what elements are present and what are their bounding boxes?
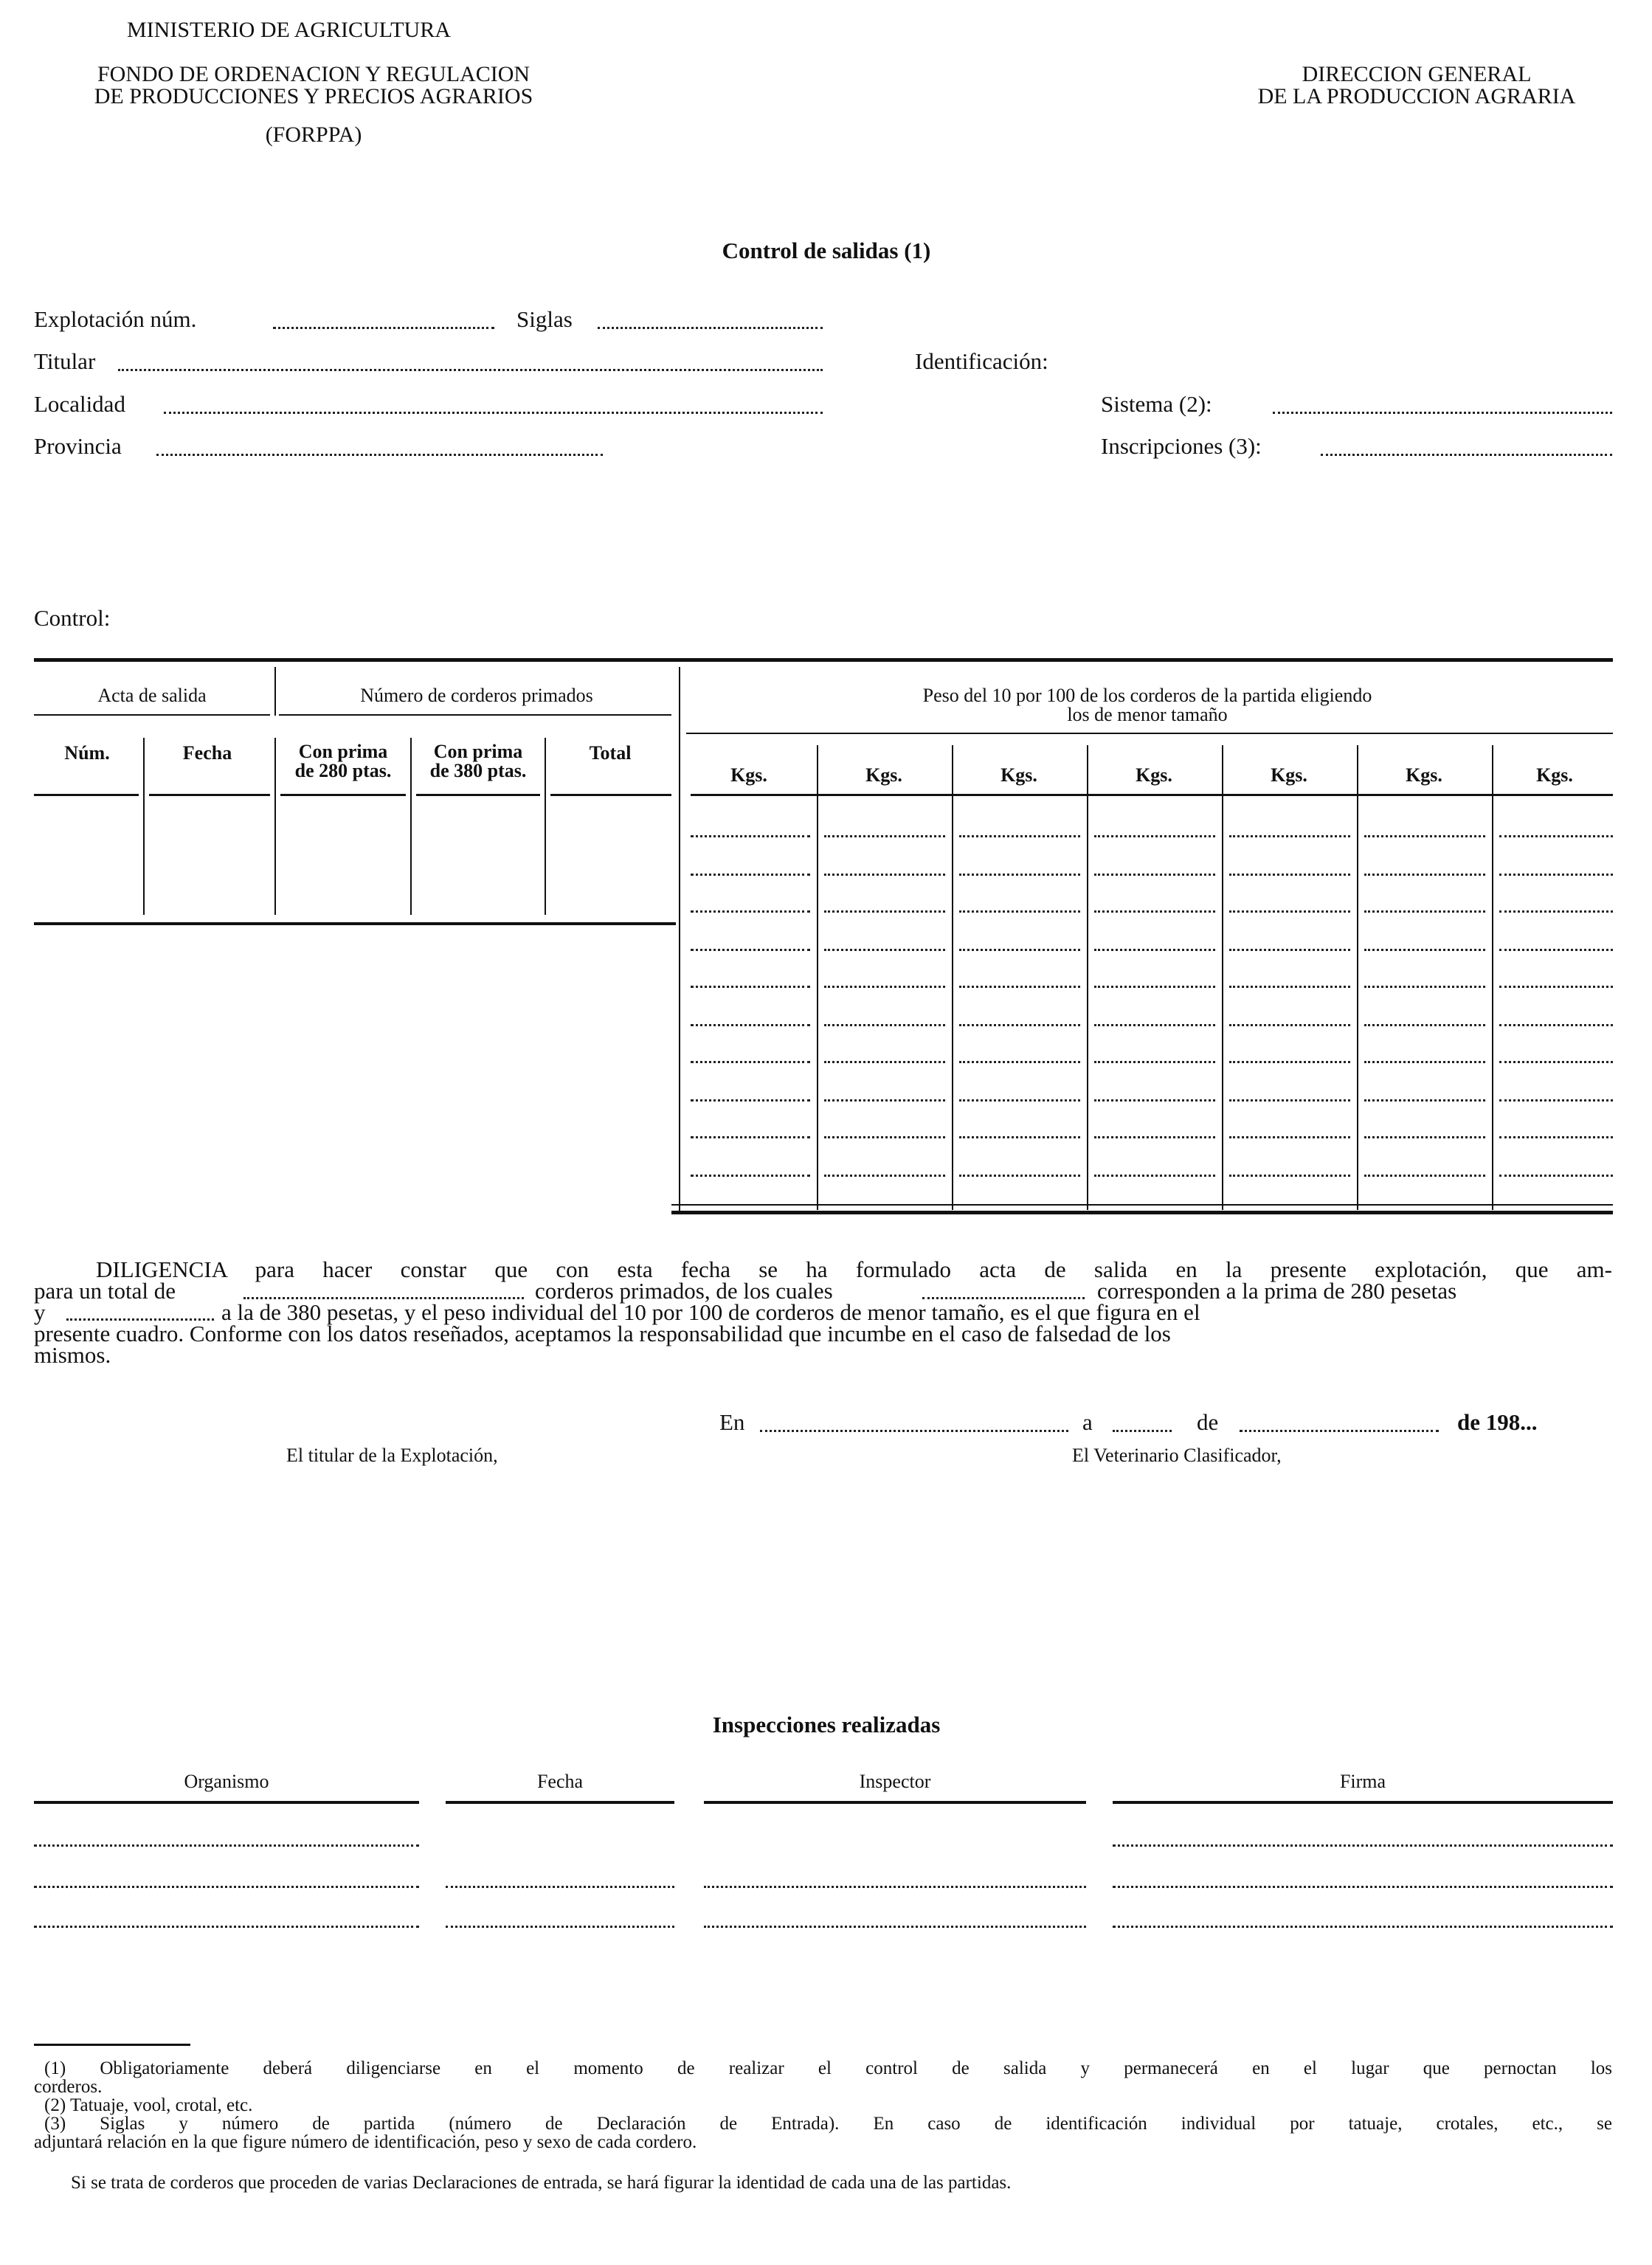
page-title: Control de salidas (1) <box>722 238 931 263</box>
prima-380-line-1: Con prima <box>433 741 523 762</box>
firma-column-header: Firma <box>1339 1771 1386 1792</box>
kgs-entry-r1-c1[interactable] <box>691 835 810 837</box>
kgs-entry-r7-c7[interactable] <box>1499 1061 1613 1063</box>
firma-input-1[interactable] <box>1113 1844 1613 1847</box>
prima-280-line-2: de 280 ptas. <box>294 760 392 781</box>
date-day-input[interactable] <box>1113 1430 1172 1432</box>
kgs-entry-r7-c5[interactable] <box>1229 1061 1350 1063</box>
firma-input-2[interactable] <box>1113 1886 1613 1888</box>
kgs-entry-r2-c5[interactable] <box>1229 874 1350 876</box>
prima-380-column-header <box>413 742 543 781</box>
organismo-input-1[interactable] <box>34 1844 419 1847</box>
kgs-entry-r2-c7[interactable] <box>1499 874 1613 876</box>
kgs-entry-r3-c3[interactable] <box>959 910 1080 913</box>
footnote-2: (2) Tatuaje, vool, crotal, etc. <box>44 2095 253 2115</box>
kgs-entry-r8-c4[interactable] <box>1094 1099 1215 1102</box>
fecha-inspeccion-input-3[interactable] <box>446 1926 674 1928</box>
footnote-separator <box>34 2044 190 2046</box>
kgs-entry-r1-c4[interactable] <box>1094 835 1215 837</box>
kgs-entry-r8-c7[interactable] <box>1499 1099 1613 1102</box>
kgs-entry-r9-c2[interactable] <box>824 1136 945 1138</box>
kgs-entry-r9-c4[interactable] <box>1094 1136 1215 1138</box>
kgs-entry-r6-c1[interactable] <box>691 1024 810 1026</box>
kgs-entry-r7-c2[interactable] <box>824 1061 945 1063</box>
peso-header-line-1: Peso del 10 por 100 de los corderos de la partida eligiendo <box>922 685 1372 706</box>
veterinario-signature-label: El Veterinario Clasificador, <box>1072 1445 1282 1466</box>
kgs-entry-r5-c5[interactable] <box>1229 986 1350 988</box>
fecha-inspeccion-column-header: Fecha <box>536 1771 584 1792</box>
organismo-input-3[interactable] <box>34 1926 419 1928</box>
provincia-input[interactable] <box>156 454 603 456</box>
kgs-entry-r6-c4[interactable] <box>1094 1024 1215 1026</box>
kgs-column-1: Kgs. <box>730 764 767 786</box>
date-en-label: En <box>719 1409 745 1435</box>
kgs-entry-r5-c6[interactable] <box>1364 986 1485 988</box>
date-year-label: de 198... <box>1457 1409 1538 1435</box>
fecha-inspeccion-input-2[interactable] <box>446 1886 674 1888</box>
kgs-entry-r5-c1[interactable] <box>691 986 810 988</box>
kgs-entry-r8-c5[interactable] <box>1229 1099 1350 1102</box>
peso-header <box>686 686 1608 725</box>
kgs-entry-r9-c5[interactable] <box>1229 1136 1350 1138</box>
diligencia-line-3b: a la de 380 pesetas, y el peso individual del 10 por 100 de corderos de menor tamaño, es el que figura en el <box>221 1299 1200 1325</box>
titular-input[interactable] <box>118 369 823 371</box>
fondo-line-2: DE PRODUCCIONES Y PRECIOS AGRARIOS <box>94 84 533 108</box>
kgs-entry-r3-c1[interactable] <box>691 910 810 913</box>
footnote-1-line-1: (1) Obligatoriamente deberá diligenciarse en el momento de realizar el control de salida y permanecerá en el lugar que pernoctan los <box>44 2058 1612 2078</box>
date-a-label: a <box>1082 1409 1093 1435</box>
kgs-entry-r8-c2[interactable] <box>824 1099 945 1102</box>
kgs-entry-r6-c7[interactable] <box>1499 1024 1613 1026</box>
forppa-acronym: (FORPPA) <box>265 122 362 147</box>
kgs-column-6: Kgs. <box>1406 764 1442 786</box>
kgs-column-2: Kgs. <box>865 764 902 786</box>
kgs-entry-r1-c7[interactable] <box>1499 835 1613 837</box>
kgs-entry-r9-c3[interactable] <box>959 1136 1080 1138</box>
identificacion-label: Identificación: <box>915 348 1048 374</box>
kgs-entry-r4-c1[interactable] <box>691 949 810 951</box>
localidad-label: Localidad <box>34 391 125 417</box>
explotacion-input[interactable] <box>273 327 494 329</box>
peso-header-line-2: los de menor tamaño <box>1067 704 1228 725</box>
kgs-entry-r1-c6[interactable] <box>1364 835 1485 837</box>
num-column-header: Núm. <box>64 742 110 764</box>
kgs-entry-r2-c4[interactable] <box>1094 874 1215 876</box>
kgs-entry-r10-c6[interactable] <box>1364 1175 1485 1177</box>
footnote-3-line-1: (3) Siglas y número de partida (número de Declaración de Entrada). En caso de identificación individual por tatuaje, crotales, etc., se <box>44 2114 1612 2134</box>
organismo-column-header: Organismo <box>184 1771 269 1792</box>
kgs-entry-r5-c7[interactable] <box>1499 986 1613 988</box>
kgs-entry-r2-c1[interactable] <box>691 874 810 876</box>
ministry-name: MINISTERIO DE AGRICULTURA <box>127 18 451 42</box>
fecha-column-header: Fecha <box>182 742 232 764</box>
kgs-entry-r10-c7[interactable] <box>1499 1175 1613 1177</box>
kgs-entry-r6-c6[interactable] <box>1364 1024 1485 1026</box>
direccion-line-1: DIRECCION GENERAL <box>1302 62 1532 86</box>
diligencia-line-1: DILIGENCIA para hacer constar que con esta fecha se ha formulado acta de salida en la presente explotación, que am- <box>96 1256 1612 1282</box>
kgs-entry-r9-c7[interactable] <box>1499 1136 1613 1138</box>
kgs-entry-r8-c1[interactable] <box>691 1099 810 1102</box>
firma-input-3[interactable] <box>1113 1926 1613 1928</box>
inspector-input-2[interactable] <box>704 1886 1086 1888</box>
kgs-column-7: Kgs. <box>1536 764 1573 786</box>
kgs-entry-r5-c4[interactable] <box>1094 986 1215 988</box>
diligencia-line-5: mismos. <box>34 1342 111 1368</box>
diligencia-line-3a: y <box>34 1299 46 1325</box>
acta-header: Acta de salida <box>97 685 207 706</box>
kgs-entry-r3-c7[interactable] <box>1499 910 1613 913</box>
sistema-input[interactable] <box>1273 412 1612 414</box>
provincia-label: Provincia <box>34 433 122 459</box>
kgs-entry-r8-c3[interactable] <box>959 1099 1080 1102</box>
kgs-entry-r10-c3[interactable] <box>959 1175 1080 1177</box>
prima-280-column-header <box>279 742 407 781</box>
kgs-entry-r4-c4[interactable] <box>1094 949 1215 951</box>
numero-header: Número de corderos primados <box>360 685 593 706</box>
kgs-entry-r3-c4[interactable] <box>1094 910 1215 913</box>
titular-label: Titular <box>34 348 96 374</box>
diligencia-line-2c: corresponden a la prima de 280 pesetas <box>1097 1278 1457 1304</box>
siglas-label: Siglas <box>516 306 573 332</box>
kgs-column-4: Kgs. <box>1136 764 1172 786</box>
kgs-entry-r2-c6[interactable] <box>1364 874 1485 876</box>
inscripciones-label: Inscripciones (3): <box>1101 433 1262 459</box>
kgs-entry-r6-c5[interactable] <box>1229 1024 1350 1026</box>
footnote-1-line-2: corderos. <box>34 2077 103 2097</box>
kgs-entry-r1-c2[interactable] <box>824 835 945 837</box>
kgs-entry-r4-c2[interactable] <box>824 949 945 951</box>
total-column-header: Total <box>589 742 632 764</box>
diligencia-line-2a: para un total de <box>34 1278 176 1304</box>
inspector-input-3[interactable] <box>704 1926 1086 1928</box>
kgs-entry-r7-c1[interactable] <box>691 1061 810 1063</box>
kgs-entry-r9-c1[interactable] <box>691 1136 810 1138</box>
kgs-entry-r10-c2[interactable] <box>824 1175 945 1177</box>
siglas-input[interactable] <box>598 327 823 329</box>
localidad-input[interactable] <box>164 412 823 414</box>
inspecciones-title: Inspecciones realizadas <box>712 1712 941 1737</box>
inscripciones-input[interactable] <box>1321 454 1612 456</box>
kgs-entry-r1-c3[interactable] <box>959 835 1080 837</box>
date-month-input[interactable] <box>1240 1430 1439 1432</box>
date-de-label: de <box>1197 1409 1219 1435</box>
control-label: Control: <box>34 605 111 631</box>
inspector-column-header: Inspector <box>859 1771 931 1792</box>
kgs-entry-r6-c3[interactable] <box>959 1024 1080 1026</box>
kgs-entry-r8-c6[interactable] <box>1364 1099 1485 1102</box>
diligencia-line-4: presente cuadro. Conforme con los datos reseñados, aceptamos la responsabilidad que incumbe en el caso de falsedad de los <box>34 1321 1171 1346</box>
kgs-entry-r5-c3[interactable] <box>959 986 1080 988</box>
organismo-input-2[interactable] <box>34 1886 419 1888</box>
kgs-entry-r7-c6[interactable] <box>1364 1061 1485 1063</box>
kgs-entry-r5-c2[interactable] <box>824 986 945 988</box>
sistema-label: Sistema (2): <box>1101 391 1212 417</box>
kgs-entry-r9-c6[interactable] <box>1364 1136 1485 1138</box>
kgs-entry-r4-c6[interactable] <box>1364 949 1485 951</box>
kgs-entry-r7-c3[interactable] <box>959 1061 1080 1063</box>
kgs-entry-r2-c2[interactable] <box>824 874 945 876</box>
titular-signature-label: El titular de la Explotación, <box>286 1445 498 1466</box>
kgs-entry-r4-c7[interactable] <box>1499 949 1613 951</box>
kgs-column-3: Kgs. <box>1000 764 1037 786</box>
prima-280-line-1: Con prima <box>298 741 388 762</box>
fondo-line-1: FONDO DE ORDENACION Y REGULACION <box>97 62 530 86</box>
prima-380-line-2: de 380 ptas. <box>429 760 527 781</box>
kgs-entry-r3-c6[interactable] <box>1364 910 1485 913</box>
kgs-entry-r2-c3[interactable] <box>959 874 1080 876</box>
date-place-input[interactable] <box>760 1430 1068 1432</box>
explotacion-label: Explotación núm. <box>34 306 197 332</box>
kgs-entry-r3-c5[interactable] <box>1229 910 1350 913</box>
footnote-3-line-2: adjuntará relación en la que figure número de identificación, peso y sexo de cada cordero. <box>34 2132 697 2152</box>
kgs-entry-r10-c1[interactable] <box>691 1175 810 1177</box>
footnote-final: Si se trata de corderos que proceden de varias Declaraciones de entrada, se hará figurar la identidad de cada una de las partidas. <box>71 2173 1012 2193</box>
diligencia-line-2b: corderos primados, de los cuales <box>535 1278 833 1304</box>
kgs-entry-r10-c5[interactable] <box>1229 1175 1350 1177</box>
kgs-entry-r3-c2[interactable] <box>824 910 945 913</box>
kgs-entry-r1-c5[interactable] <box>1229 835 1350 837</box>
kgs-entry-r4-c3[interactable] <box>959 949 1080 951</box>
direccion-line-2: DE LA PRODUCCION AGRARIA <box>1257 84 1576 108</box>
kgs-entry-r7-c4[interactable] <box>1094 1061 1215 1063</box>
kgs-entry-r6-c2[interactable] <box>824 1024 945 1026</box>
kgs-entry-r10-c4[interactable] <box>1094 1175 1215 1177</box>
kgs-column-5: Kgs. <box>1271 764 1307 786</box>
kgs-entry-r4-c5[interactable] <box>1229 949 1350 951</box>
